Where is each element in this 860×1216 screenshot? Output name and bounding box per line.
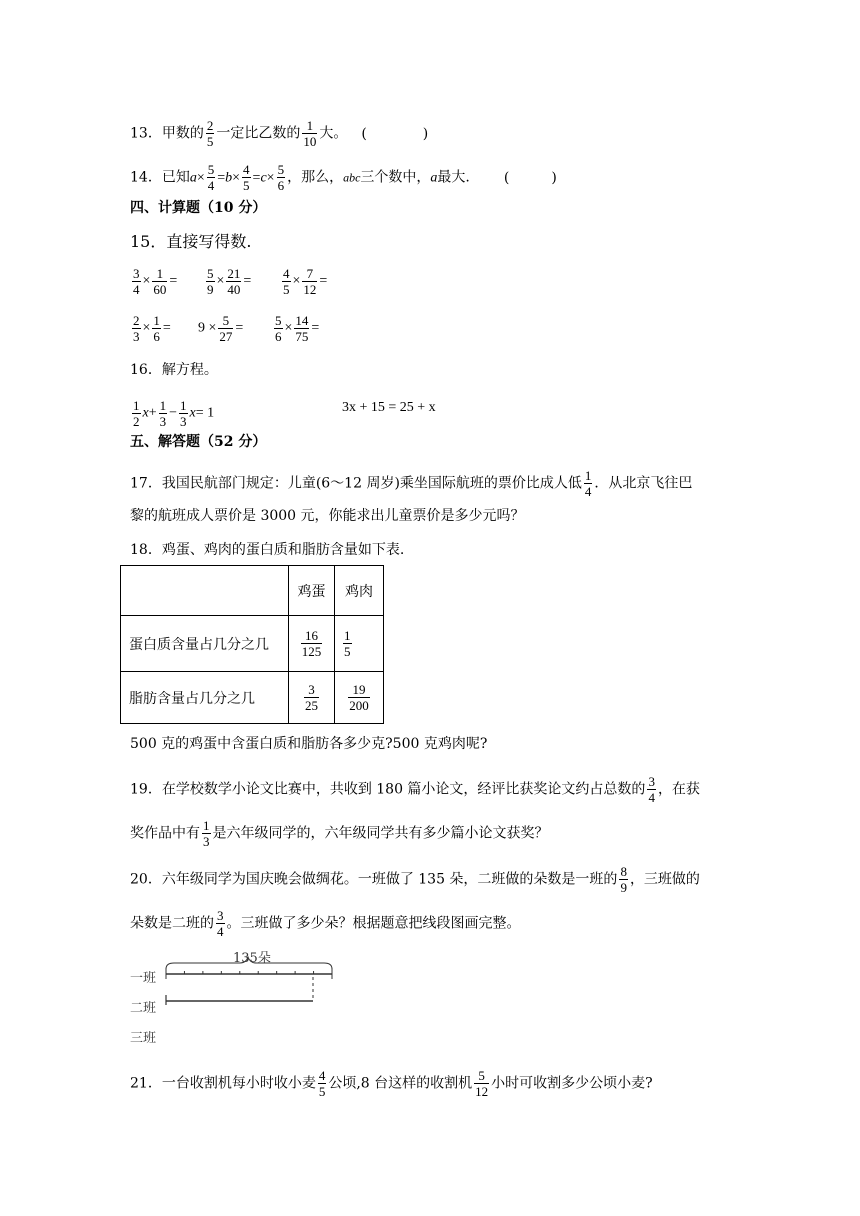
fraction: $\frac{1}{4}$ [584,468,592,499]
section-heading-5: 五、解答题（52 分） [130,434,267,450]
row-label-class-1: 一班 [130,971,157,986]
table-header-row [121,566,384,616]
header-egg: 鸡蛋 [289,566,335,616]
question-19-line-1: 19．在学校数学小论文比赛中，共收到 180 篇小论文，经评比获奖论文约占总数的 $\frac{3}{4}$ ，在获 [130,774,700,805]
brace [166,957,332,969]
nutrition-table [120,565,384,724]
header-meat: 鸡肉 [335,566,384,616]
q15-row-1: $\frac{3}{4}$ × $\frac{1}{60}$ = $\frac{5}{9}$ × $\frac{21}{40}$ = $\frac{4}{5}$ × $\frac{7}{12}$ = [133,266,328,297]
fraction: $\frac{5}{4}$ [207,162,215,193]
question-14: 14．已知a× $\frac{5}{4}$ =b× $\frac{4}{5}$ =c× $\frac{5}{6}$ ，那么，abc三个数中，a最大. ( ) [130,162,557,193]
question-16-title: 16．解方程。 [130,362,218,378]
question-17-line-2: 黎的航班成人票价是 3000 元，你能求出儿童票价是多少元吗？ [130,508,525,524]
table-row: 脂肪含量占几分之几 $\frac{3}{25}$ $\frac{19}{200}$ [121,672,384,724]
question-13: 13．甲数的 $\frac{2}{5}$ 一定比乙数的 $\frac{1}{10}$ 大。 ( ) [130,118,429,149]
segment-diagram[interactable] [160,955,360,1015]
fraction: $\frac{1}{10}$ [303,118,317,149]
answer-paren[interactable]: ( ) [503,169,557,186]
equation-1: $\frac{1}{2}$ x+ $\frac{1}{3}$ − $\frac{1}{3}$ x= 1 [133,398,215,429]
question-18-question: 500 克的鸡蛋中含蛋白质和脂肪各多少克?500 克鸡肉呢? [130,736,488,752]
question-20-line-1: 20．六年级同学为国庆晚会做绸花。一班做了 135 朵，二班做的朵数是一班的 $\frac{8}{9}$ ，三班做的 [130,864,700,895]
row-label-class-2: 二班 [130,1001,157,1016]
equation-2: 3x + 15 = 25 + x [342,400,436,415]
fraction: $\frac{4}{5}$ [243,162,250,193]
table-row: 蛋白质含量占几分之几 $\frac{16}{125}$ $\frac{1}{5}$ [121,616,384,672]
question-18-title: 18．鸡蛋、鸡肉的蛋白质和脂肪含量如下表. [130,542,405,558]
question-20-line-2: 朵数是二班的 $\frac{3}{4}$ 。三班做了多少朵？根据题意把线段图画完整。 [130,908,521,939]
brace-label: 135朵 [233,951,271,966]
fraction: $\frac{2}{5}$ [206,118,214,149]
fraction: $\frac{5}{6}$ [277,162,285,193]
question-21: 21．一台收割机每小时收小麦 $\frac{4}{5}$ 公顷,8 台这样的收割机 $\frac{5}{12}$ 小时可收割多少公顷小麦? [130,1068,653,1099]
question-19-line-2: 奖作品中有 $\frac{1}{3}$ 是六年级同学的，六年级同学共有多少篇小论文获奖？ [130,818,549,849]
q15-row-2: $\frac{2}{3}$ × $\frac{1}{6}$ = 9 × $\frac{5}{27}$ = $\frac{5}{6}$ × $\frac{14}{75}$ = [133,313,320,344]
answer-paren[interactable]: ( ) [361,125,429,142]
question-17-line-1: 17．我国民航部门规定：儿童(6～12 周岁)乘坐国际航班的票价比成人低 $\frac{1}{4}$ ．从北京飞往巴 [130,468,693,499]
section-heading-4: 四、计算题（10 分） [130,200,267,216]
question-15-title: 15．直接写得数. [130,232,252,251]
q13-text: 13．甲数的 [130,125,204,142]
row-label-class-3: 三班 [130,1031,157,1046]
